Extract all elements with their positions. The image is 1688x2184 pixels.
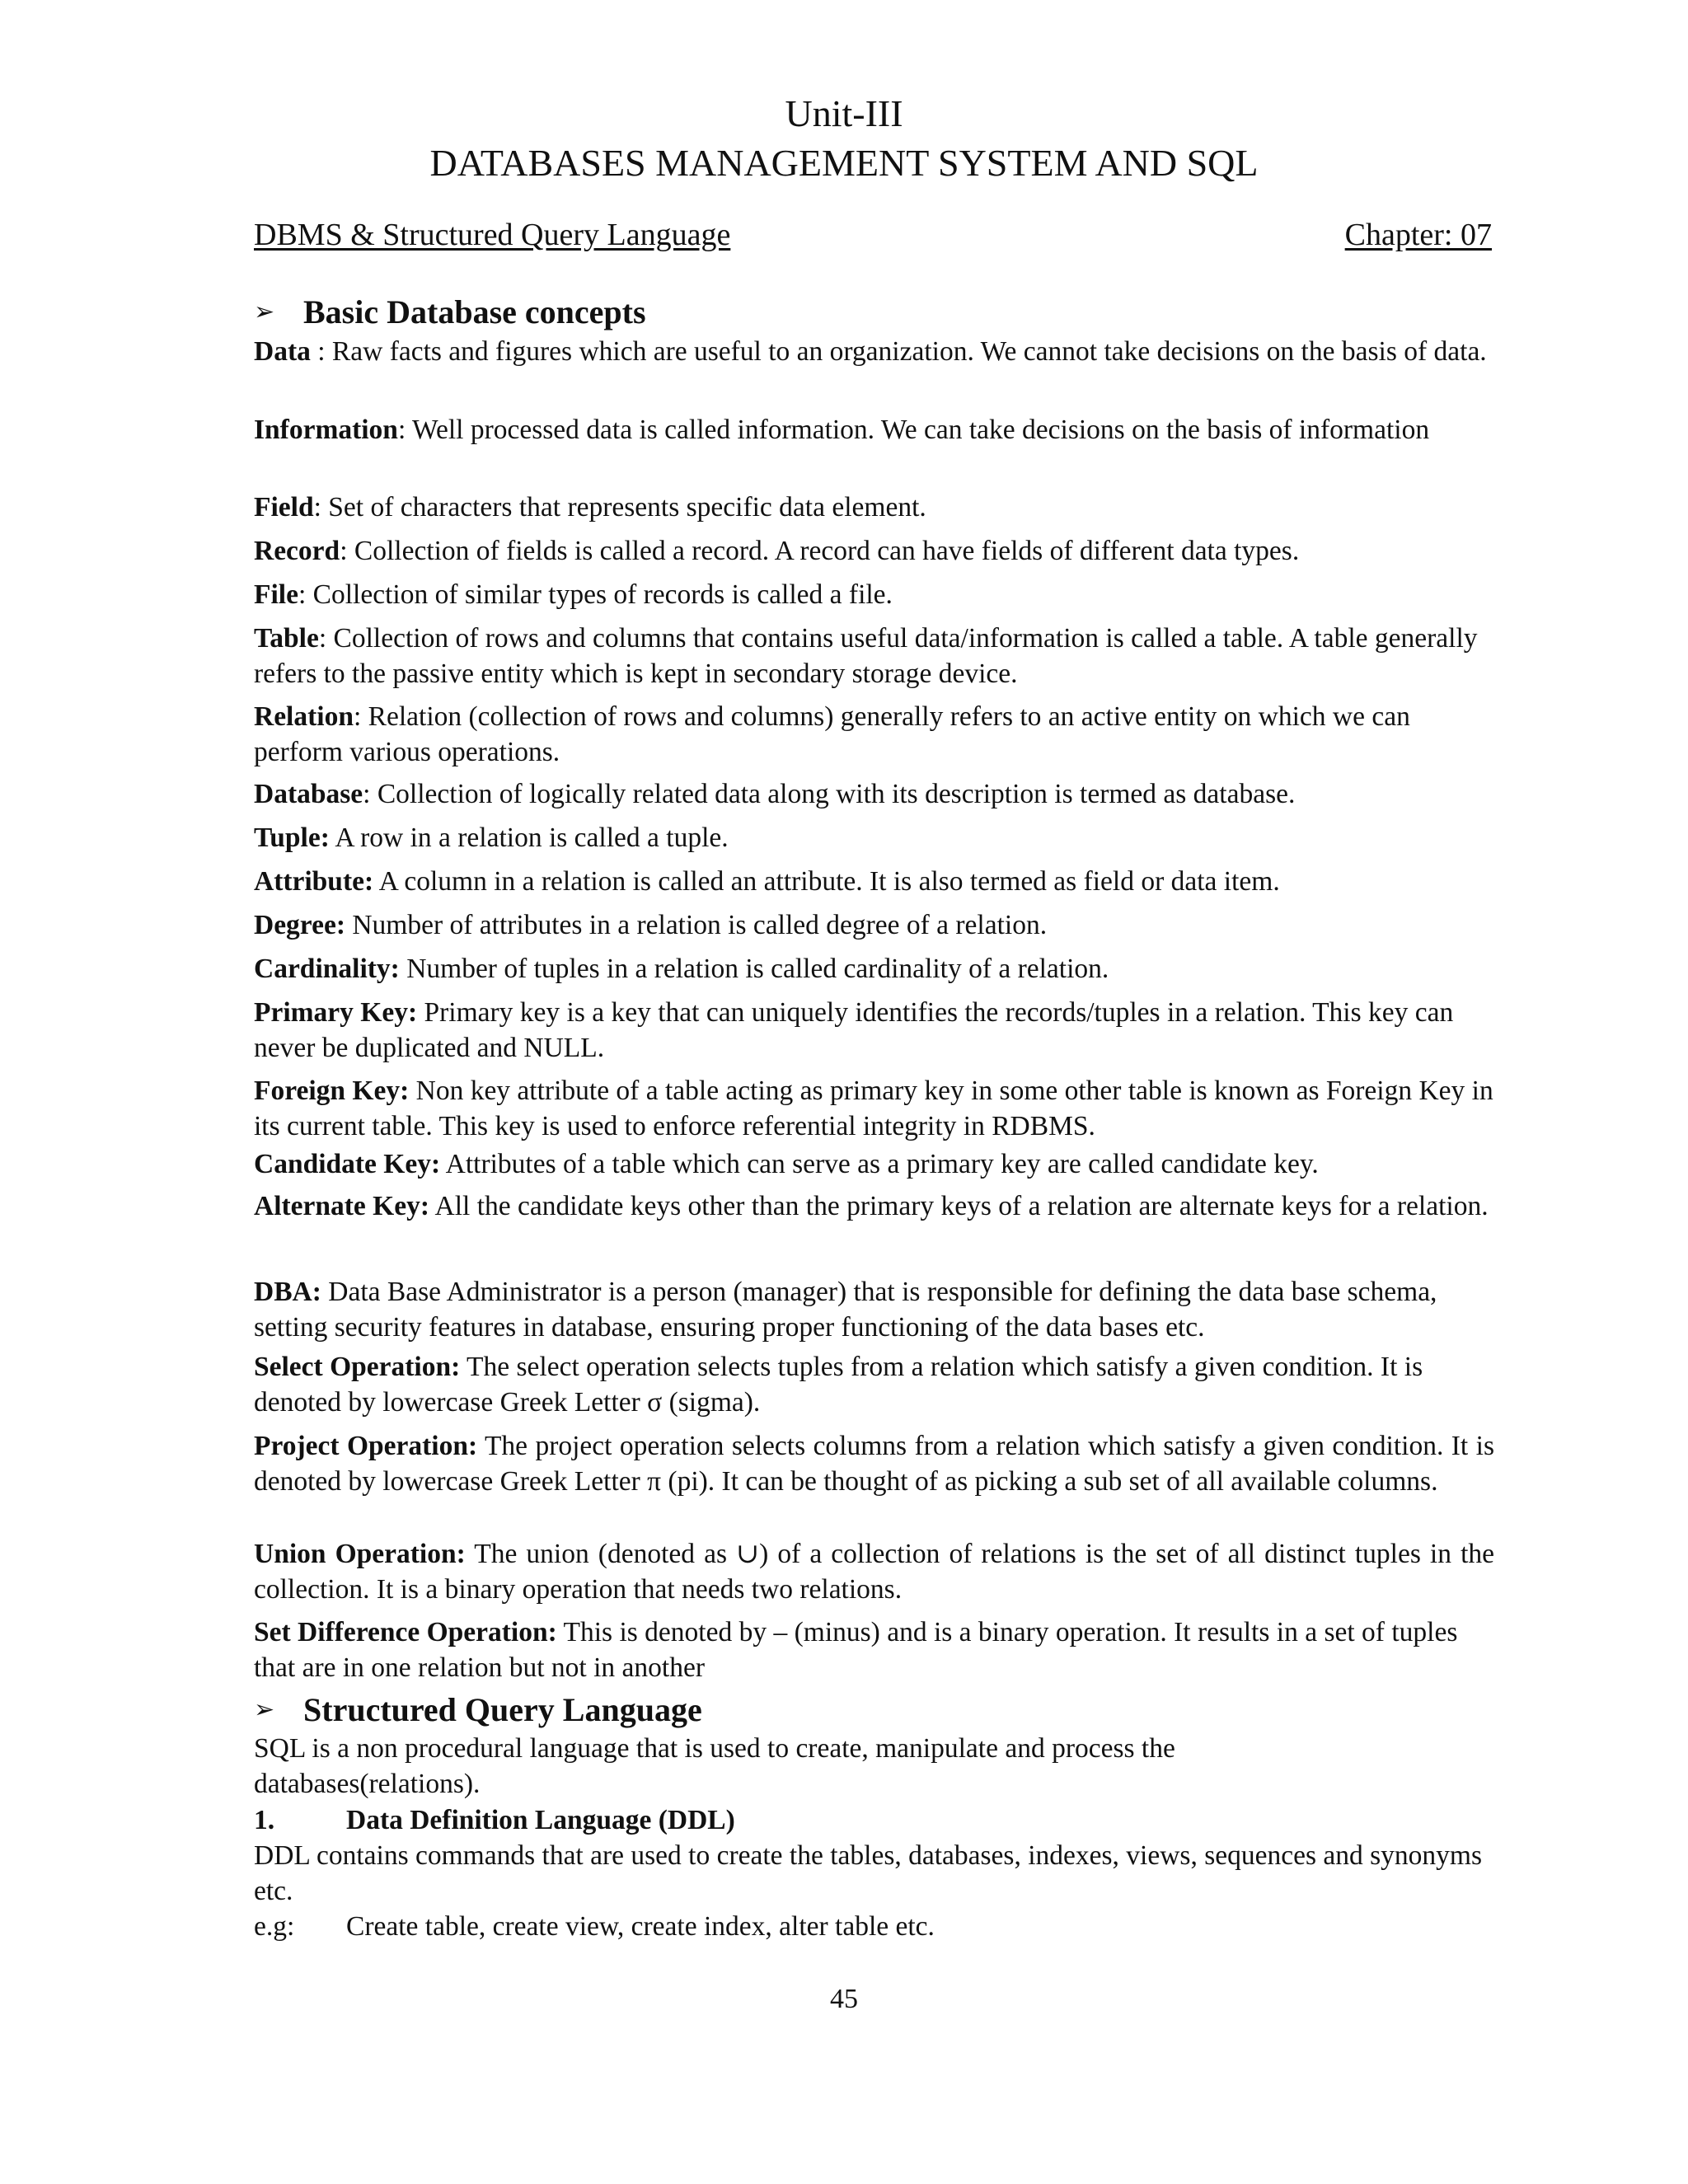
definition-text: : Collection of fields is called a record. A record can have fields of different data types. bbox=[340, 536, 1300, 566]
unit-heading: Unit-III bbox=[785, 92, 903, 134]
term: Field bbox=[254, 492, 314, 523]
definition-dba bbox=[254, 1274, 1494, 1345]
definition-text: Number of attributes in a relation is called degree of a relation. bbox=[345, 910, 1048, 940]
definition-text: This is denoted by – (minus) and is a binary operation. It results in a set of tuples that are in one relation but not in another bbox=[254, 1617, 1458, 1683]
term: Database bbox=[254, 779, 363, 809]
definition-text: : Collection of rows and columns that contains useful data/information is called a table. A table generally refers to the passive entity which is kept in secondary storage device. bbox=[254, 623, 1478, 689]
definition-union-operation bbox=[254, 1536, 1494, 1607]
list-number: 1. bbox=[254, 1805, 275, 1835]
term: Tuple: bbox=[254, 823, 330, 853]
term: Record bbox=[254, 536, 340, 566]
definition-text: : Relation (collection of rows and columns) generally refers to an active entity on which we can perform various operations. bbox=[254, 701, 1410, 767]
subject-heading: DBMS & Structured Query Language bbox=[254, 218, 731, 252]
term: Data bbox=[254, 336, 311, 367]
definition-text: The project operation selects columns from a relation which satisfy a given condition. It is denoted by lowercase Greek Letter π (pi). It can be thought of as picking a sub set of all available columns. bbox=[254, 1431, 1495, 1497]
definition-set-difference bbox=[254, 1615, 1494, 1685]
term: Set Difference Operation: bbox=[254, 1617, 557, 1647]
definition-file bbox=[254, 577, 1494, 612]
definition-field bbox=[254, 490, 1494, 525]
arrow-bullet-icon: ➢ bbox=[254, 1696, 275, 1723]
term: Attribute: bbox=[254, 866, 374, 897]
example-label: e.g: bbox=[254, 1911, 295, 1942]
ddl-example bbox=[254, 1909, 935, 1944]
term: Candidate Key: bbox=[254, 1149, 441, 1179]
definition-foreign-key bbox=[254, 1073, 1494, 1144]
term: Project Operation: bbox=[254, 1431, 478, 1461]
term: DBA: bbox=[254, 1277, 321, 1307]
definition-text: Number of tuples in a relation is called cardinality of a relation. bbox=[399, 954, 1109, 984]
definition-text: All the candidate keys other than the primary keys of a relation are alternate keys for a relation. bbox=[429, 1191, 1489, 1221]
definition-text: Attributes of a table which can serve as a primary key are called candidate key. bbox=[440, 1149, 1319, 1179]
section-heading: Basic Database concepts bbox=[303, 293, 646, 330]
definition-text: The union (denoted as ∪) of a collection of relations is the set of all distinct tuples in the collection. It is a binary operation that needs two relations. bbox=[254, 1539, 1494, 1605]
definition-record bbox=[254, 533, 1494, 569]
term: Degree: bbox=[254, 910, 345, 940]
term: Alternate Key: bbox=[254, 1191, 430, 1221]
ddl-title: Data Definition Language (DDL) bbox=[346, 1805, 735, 1835]
page-number: 45 bbox=[830, 1984, 858, 2014]
term: Primary Key: bbox=[254, 997, 418, 1028]
definition-database bbox=[254, 776, 1494, 812]
term: Select Operation: bbox=[254, 1352, 461, 1382]
term: Union Operation: bbox=[254, 1539, 466, 1569]
definition-text: The select operation selects tuples from a relation which satisfy a given condition. It is denoted by lowercase Greek Letter σ (sigma). bbox=[254, 1352, 1423, 1418]
definition-tuple bbox=[254, 820, 1494, 855]
definition-text: Data Base Administrator is a person (manager) that is responsible for defining the data base schema, setting security features in database, ensuring proper functioning of the data bases etc. bbox=[254, 1277, 1437, 1343]
term: Relation bbox=[254, 701, 354, 732]
definition-table bbox=[254, 621, 1494, 691]
term: Table bbox=[254, 623, 319, 654]
definition-text: : Collection of logically related data along with its description is termed as database. bbox=[363, 779, 1296, 809]
term: Foreign Key: bbox=[254, 1076, 410, 1106]
chapter-heading: Chapter: 07 bbox=[1344, 218, 1492, 252]
definition-candidate-key bbox=[254, 1146, 1494, 1182]
definition-select-operation bbox=[254, 1349, 1494, 1420]
ddl-heading bbox=[254, 1802, 735, 1838]
definition-text: : Raw facts and figures which are useful to an organization. We cannot take decisions on the basis of data. bbox=[310, 336, 1487, 367]
ddl-description: DDL contains commands that are used to create the tables, databases, indexes, views, sequences and synonyms etc. bbox=[254, 1840, 1482, 1906]
definition-project-operation bbox=[254, 1428, 1494, 1499]
definition-alternate-key bbox=[254, 1187, 1494, 1226]
definition-text: Non key attribute of a table acting as primary key in some other table is known as Foreign Key in its current table. This key is used to enforce referential integrity in RDBMS. bbox=[254, 1076, 1493, 1141]
term: Cardinality: bbox=[254, 954, 400, 984]
definition-text: A row in a relation is called a tuple. bbox=[329, 823, 729, 853]
page-title: DATABASES MANAGEMENT SYSTEM AND SQL bbox=[429, 142, 1259, 184]
definition-degree bbox=[254, 907, 1494, 943]
definition-text: A column in a relation is called an attribute. It is also termed as field or data item. bbox=[373, 866, 1280, 897]
definition-text: : Well processed data is called information. We can take decisions on the basis of information bbox=[397, 415, 1430, 445]
definition-primary-key bbox=[254, 995, 1494, 1066]
sql-intro: SQL is a non procedural language that is used to create, manipulate and process the databases(relations). bbox=[254, 1733, 1175, 1799]
definition-information bbox=[254, 412, 1494, 448]
definition-attribute bbox=[254, 864, 1494, 899]
section-basic-concepts bbox=[254, 293, 646, 332]
term: File bbox=[254, 579, 298, 610]
section-heading: Structured Query Language bbox=[303, 1691, 702, 1728]
term: Information bbox=[254, 415, 398, 445]
example-text: Create table, create view, create index, alter table etc. bbox=[346, 1911, 935, 1942]
definition-text: : Collection of similar types of records is called a file. bbox=[298, 579, 893, 610]
definition-relation bbox=[254, 699, 1494, 770]
definition-cardinality bbox=[254, 951, 1494, 987]
definition-text: Primary key is a key that can uniquely identifies the records/tuples in a relation. This key can never be duplicated and NULL. bbox=[254, 997, 1454, 1063]
definition-text: : Set of characters that represents specific data element. bbox=[313, 492, 926, 523]
section-sql bbox=[254, 1690, 702, 1730]
arrow-bullet-icon: ➢ bbox=[254, 298, 275, 326]
definition-data bbox=[254, 334, 1494, 369]
